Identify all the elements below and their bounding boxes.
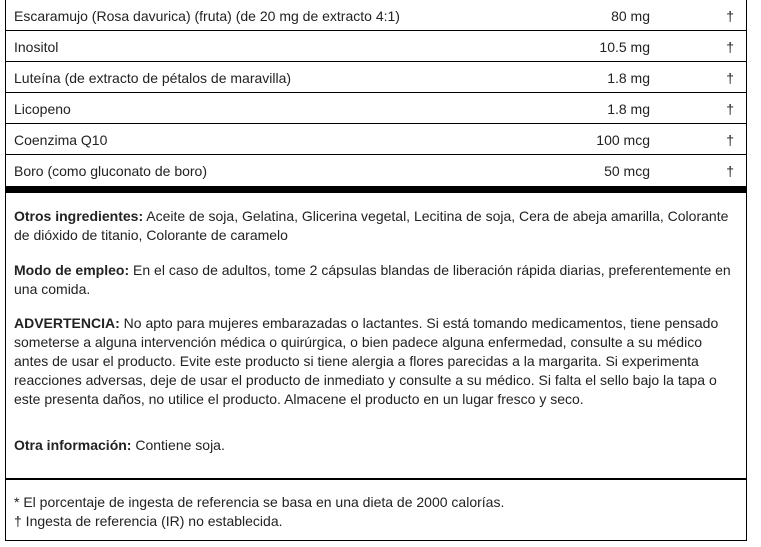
warning-text: No apto para mujeres embarazadas o lactantes. Si está tomando medicamentos, tiene pensado someterse a alguna intervención médica o quirúrgica, o bien padece alguna enfermedad, consulte a su médico antes de usar el producto. Evite este producto si tiene alergia a flores parecidas a la margarita. Si experimenta reacciones adversas, deje de usar el producto de inmediato y consulte a su médico. Si falta el sello bajo la tapa o este presenta daños, no utilice el producto. Almacene el producto en un lugar fresco y seco. [14, 315, 719, 407]
daily-value-marker: † [726, 163, 734, 179]
nutrient-amount: 80 mg [611, 8, 650, 24]
table-row [6, 124, 746, 155]
nutrient-name: Licopeno [14, 101, 71, 117]
table-row [6, 93, 746, 124]
other-ingredients-label: Otros ingredientes: [14, 208, 144, 224]
nutrient-name: Boro (como gluconato de boro) [14, 163, 207, 179]
daily-value-marker: † [726, 39, 734, 55]
daily-value-marker: † [726, 70, 734, 86]
other-info-section [14, 436, 740, 455]
table-row [6, 155, 746, 186]
other-info-text: Contiene soja. [131, 437, 225, 453]
daily-value-marker: † [726, 101, 734, 117]
nutrient-name: Luteína (de extracto de pétalos de maravilla) [14, 70, 292, 86]
nutrient-amount: 50 mcg [604, 163, 650, 179]
nutrient-name: Inositol [14, 39, 59, 55]
table-row [6, 62, 746, 93]
warning-section [14, 314, 740, 409]
thick-divider [6, 186, 746, 193]
usage-label: Modo de empleo: [14, 262, 130, 278]
daily-value-marker: † [726, 132, 734, 148]
nutrient-amount: 1.8 mg [607, 70, 650, 86]
table-row [6, 0, 746, 31]
supplement-facts-panel [5, 0, 747, 541]
table-row [6, 31, 746, 62]
nutrient-name: Escaramujo (Rosa davurica) (fruta) (de 20 mg de extracto 4:1) [14, 8, 400, 24]
footer-divider [6, 478, 746, 480]
nutrient-amount: 10.5 mg [599, 39, 650, 55]
warning-label: ADVERTENCIA: [14, 315, 120, 331]
other-ingredients-section [14, 207, 740, 245]
nutrient-table [6, 0, 746, 186]
usage-text: En el caso de adultos, tome 2 cápsulas blandas de liberación rápida diarias, preferentemente en una comida. [14, 262, 731, 297]
daily-value-marker: † [726, 8, 734, 24]
usage-section [14, 261, 740, 299]
percent-footnote: * El porcentaje de ingesta de referencia se basa en una dieta de 2000 calorías. [14, 494, 505, 510]
nutrient-name: Coenzima Q10 [14, 132, 108, 148]
other-ingredients-text: Aceite de soja, Gelatina, Glicerina vegetal, Lecitina de soja, Cera de abeja amarilla, Colorante de dióxido de titanio, Colorante de caramelo [14, 208, 729, 243]
dagger-footnote: † Ingesta de referencia (IR) no establecida. [14, 513, 283, 529]
other-info-label: Otra información: [14, 437, 132, 453]
nutrient-amount: 1.8 mg [607, 101, 650, 117]
nutrient-amount: 100 mcg [596, 132, 650, 148]
